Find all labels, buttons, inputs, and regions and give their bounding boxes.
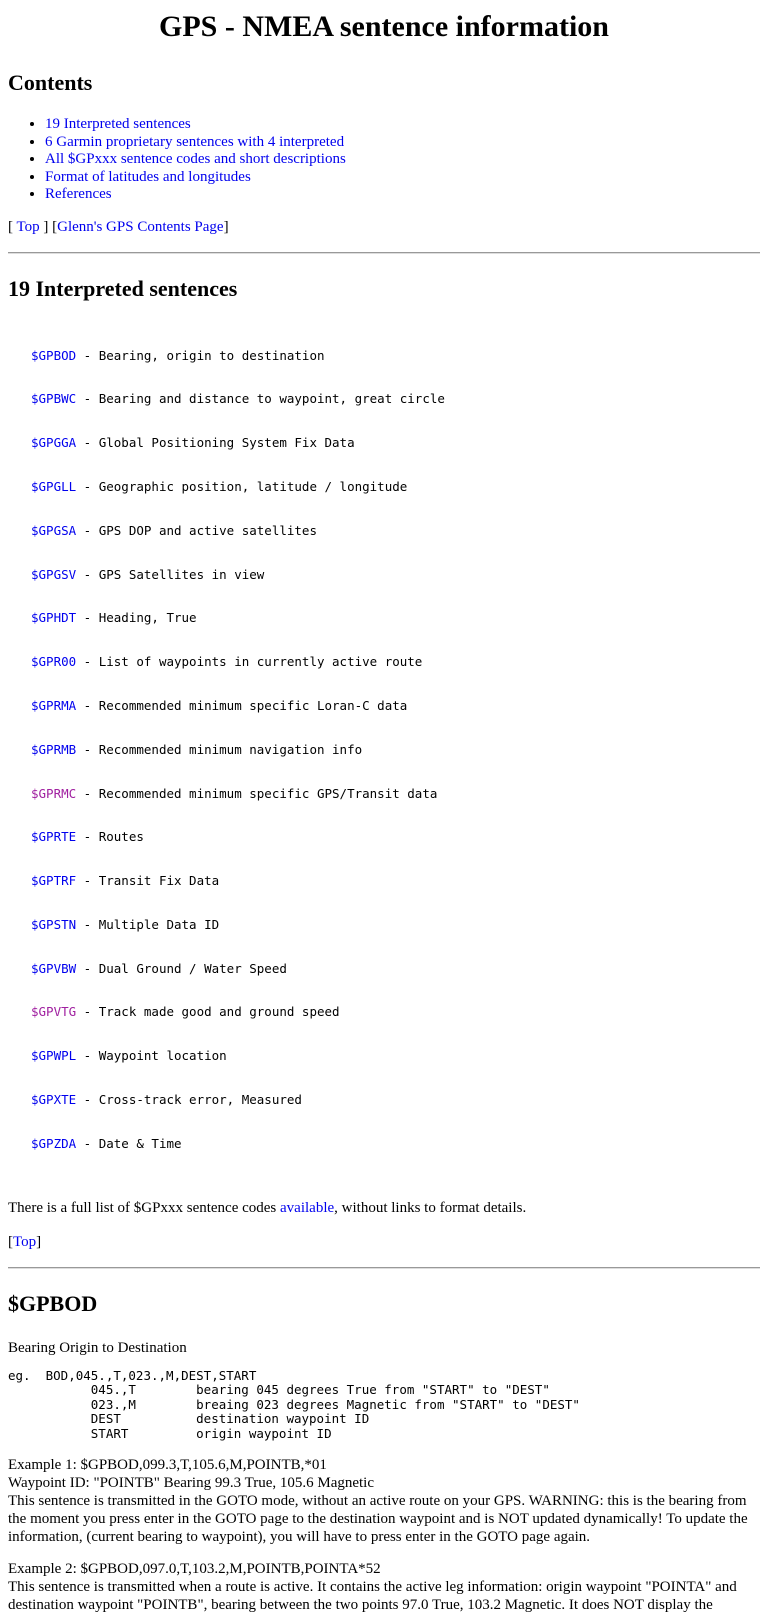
sentence-row xyxy=(31,874,760,889)
sentence-desc: - Track made good and ground speed xyxy=(76,1004,340,1020)
example-2-text: This sentence is transmitted when a route is active. It contains the active leg information: origin waypoint "POINTA" and destination waypoint "POINTB", bearing between the two points 97.0 True, 103.2 Magnetic. It does NOT display the xyxy=(8,1578,737,1613)
sentence-desc: - Cross-track error, Measured xyxy=(76,1091,302,1107)
glenn-contents-link[interactable]: Glenn's GPS Contents Page xyxy=(57,218,224,235)
sentence-link-gpstn[interactable]: $GPSTN xyxy=(31,916,77,932)
sentence-list xyxy=(8,320,760,1181)
sentence-row xyxy=(31,918,760,933)
sentence-desc: - GPS DOP and active satellites xyxy=(76,522,317,538)
sentence-desc: - Heading, True xyxy=(76,610,197,626)
contents-list xyxy=(8,116,760,204)
interpreted-heading: 19 Interpreted sentences xyxy=(8,275,238,301)
gpbod-description: Bearing Origin to Destination xyxy=(8,1339,187,1356)
page xyxy=(0,10,768,1614)
sentence-desc: - Bearing and distance to waypoint, great circle xyxy=(76,391,445,407)
gpbod-heading: $GPBOD xyxy=(8,1290,98,1316)
top-link[interactable]: Top xyxy=(16,218,40,235)
note-text: There is a full list of $GPxxx sentence codes xyxy=(8,1199,281,1216)
bracket-text: ] xyxy=(223,218,229,235)
sentence-desc: - Transit Fix Data xyxy=(76,873,220,889)
divider xyxy=(8,252,760,254)
sentence-link-gprmb[interactable]: $GPRMB xyxy=(31,741,77,757)
sentence-row xyxy=(31,611,760,626)
sentence-desc: - Multiple Data ID xyxy=(76,916,220,932)
top-nav-2 xyxy=(8,1233,760,1251)
sentence-link-gpbod[interactable]: $GPBOD xyxy=(31,347,77,363)
list-item xyxy=(45,186,760,204)
contents-heading: Contents xyxy=(8,70,93,95)
sentence-link-gpgsa[interactable]: $GPGSA xyxy=(31,522,77,538)
sentence-row xyxy=(31,568,760,583)
sentence-row xyxy=(31,655,760,670)
sentence-row xyxy=(31,787,760,802)
sentence-desc: - GPS Satellites in view xyxy=(76,566,265,582)
sentence-link-gpzda[interactable]: $GPZDA xyxy=(31,1135,77,1151)
sentence-row xyxy=(31,1137,760,1152)
sentence-row xyxy=(31,962,760,977)
top-nav xyxy=(8,218,760,236)
contents-link-interpreted[interactable]: 19 Interpreted sentences xyxy=(45,116,191,132)
sentence-row xyxy=(31,699,760,714)
example-1 xyxy=(8,1456,760,1546)
sentence-desc: - Dual Ground / Water Speed xyxy=(76,960,287,976)
sentence-desc: - Waypoint location xyxy=(76,1048,227,1064)
top-link[interactable]: Top xyxy=(13,1233,37,1250)
gpbod-example-block: eg. BOD,045.,T,023.,M,DEST,START 045.,T bearing 045 degrees True from "START" to "DEST" 023.,M breaing 023 degrees Magnetic from "START" to "DEST" DEST destination waypoint ID START origin waypoint ID xyxy=(8,1367,580,1441)
sentence-desc: - Geographic position, latitude / longitude xyxy=(76,479,408,495)
sentence-desc: - Bearing, origin to destination xyxy=(76,347,325,363)
example-1-text: This sentence is transmitted in the GOTO mode, without an active route on your GPS. WARNING: this is the bearing from the moment you press enter in the GOTO page to the destination waypoint and is NOT updated dynamically! To update the information, (current bearing to waypoint), you will have to press enter in the GOTO page again. xyxy=(8,1492,748,1545)
sentence-desc: - Routes xyxy=(76,829,144,845)
sentence-row xyxy=(31,349,760,364)
list-item xyxy=(45,116,760,134)
sentence-row xyxy=(31,743,760,758)
sentence-row xyxy=(31,1005,760,1020)
list-item xyxy=(45,169,760,187)
sentence-row xyxy=(31,1093,760,1108)
list-item xyxy=(45,151,760,169)
sentence-link-gphdt[interactable]: $GPHDT xyxy=(31,610,77,626)
sentence-link-gpbwc[interactable]: $GPBWC xyxy=(31,391,77,407)
sentence-desc: - Global Positioning System Fix Data xyxy=(76,435,355,451)
example-1-waypoint: Waypoint ID: "POINTB" Bearing 99.3 True, 105.6 Magnetic xyxy=(8,1474,375,1491)
full-list-note xyxy=(8,1199,760,1217)
sentence-row xyxy=(31,830,760,845)
example-1-sentence: Example 1: $GPBOD,099.3,T,105.6,M,POINTB,*01 xyxy=(8,1456,327,1473)
divider xyxy=(8,1267,760,1269)
sentence-link-gpgga[interactable]: $GPGGA xyxy=(31,435,77,451)
bracket-text: ] [ xyxy=(39,218,58,235)
bracket-text: [ xyxy=(8,218,17,235)
example-2 xyxy=(8,1560,760,1614)
sentence-link-gpvbw[interactable]: $GPVBW xyxy=(31,960,77,976)
available-link[interactable]: available xyxy=(280,1199,335,1216)
contents-link-garmin[interactable]: 6 Garmin proprietary sentences with 4 interpreted xyxy=(45,133,345,150)
list-item xyxy=(45,134,760,152)
sentence-link-gptrf[interactable]: $GPTRF xyxy=(31,873,77,889)
bracket-text: [ xyxy=(8,1233,13,1250)
sentence-link-gpwpl[interactable]: $GPWPL xyxy=(31,1048,77,1064)
example-2-sentence: Example 2: $GPBOD,097.0,T,103.2,M,POINTB,POINTA*52 xyxy=(8,1560,381,1577)
sentence-link-gpvtg[interactable]: $GPVTG xyxy=(31,1004,77,1020)
sentence-desc: - Recommended minimum navigation info xyxy=(76,741,363,757)
sentence-row xyxy=(31,1049,760,1064)
sentence-link-gpgsv[interactable]: $GPGSV xyxy=(31,566,77,582)
sentence-link-gprmc[interactable]: $GPRMC xyxy=(31,785,77,801)
sentence-link-gprma[interactable]: $GPRMA xyxy=(31,697,77,713)
contents-link-references[interactable]: References xyxy=(45,186,112,202)
sentence-desc: - Date & Time xyxy=(76,1135,182,1151)
sentence-link-gpr00[interactable]: $GPR00 xyxy=(31,654,77,670)
sentence-row xyxy=(31,392,760,407)
sentence-desc: - Recommended minimum specific Loran-C data xyxy=(76,697,408,713)
contents-link-all-codes[interactable]: All $GPxxx sentence codes and short descriptions xyxy=(45,151,346,167)
sentence-desc: - Recommended minimum specific GPS/Transit data xyxy=(76,785,438,801)
note-text: , without links to format details. xyxy=(334,1199,527,1216)
contents-link-lat-long[interactable]: Format of latitudes and longitudes xyxy=(45,168,251,185)
sentence-row xyxy=(31,436,760,451)
page-title: GPS - NMEA sentence information xyxy=(159,10,609,43)
sentence-desc: - List of waypoints in currently active route xyxy=(76,654,423,670)
sentence-link-gpxte[interactable]: $GPXTE xyxy=(31,1091,77,1107)
bracket-text: ] xyxy=(36,1233,42,1250)
sentence-row xyxy=(31,524,760,539)
sentence-link-gprte[interactable]: $GPRTE xyxy=(31,829,77,845)
sentence-row xyxy=(31,480,760,495)
sentence-link-gpgll[interactable]: $GPGLL xyxy=(31,479,77,495)
